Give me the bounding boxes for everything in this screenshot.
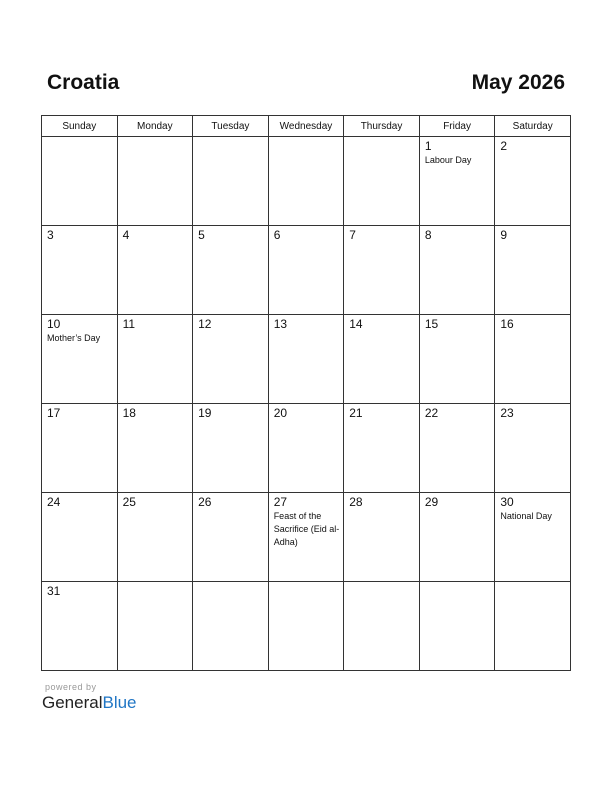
- day-cell: [344, 315, 420, 404]
- weekday-monday: Monday: [117, 116, 193, 137]
- holiday-label: [118, 331, 193, 332]
- day-cell: [42, 315, 118, 404]
- day-cell: [193, 315, 269, 404]
- holiday-label: [344, 331, 419, 332]
- holiday-label: [344, 139, 419, 140]
- day-number: 13: [273, 317, 288, 331]
- day-cell: [419, 493, 495, 582]
- week-row: [42, 404, 571, 493]
- brand-name-blue: Blue: [102, 693, 137, 712]
- day-cell: [193, 404, 269, 493]
- day-number: 17: [47, 406, 61, 420]
- day-number: 29: [424, 495, 439, 509]
- day-cell: [419, 315, 495, 404]
- weekday-friday: Friday: [419, 116, 495, 137]
- day-cell: [268, 404, 344, 493]
- day-number: 21: [349, 406, 363, 420]
- day-number: 8: [424, 228, 432, 242]
- weekday-wednesday: Wednesday: [268, 116, 344, 137]
- day-number: 3: [47, 228, 54, 242]
- day-cell: [193, 226, 269, 315]
- day-cell: [42, 493, 118, 582]
- holiday-label: [420, 509, 495, 510]
- weekday-saturday: Saturday: [495, 116, 571, 137]
- day-cell: [42, 404, 118, 493]
- day-cell: [495, 137, 571, 226]
- day-cell: [268, 315, 344, 404]
- holiday-label: [495, 242, 570, 243]
- day-number: 14: [349, 317, 363, 331]
- day-number: 19: [198, 406, 212, 420]
- brand-logo: [42, 693, 137, 713]
- day-number: 27: [273, 495, 288, 509]
- holiday-label: [193, 584, 268, 585]
- week-row: [42, 137, 571, 226]
- day-cell: [268, 582, 344, 671]
- brand-name-general: General: [42, 693, 103, 712]
- weekday-header-row: [42, 116, 571, 137]
- day-number: 22: [424, 406, 439, 420]
- powered-by-text: powered by: [45, 682, 97, 692]
- day-number: 28: [349, 495, 363, 509]
- holiday-label: [118, 242, 193, 243]
- holiday-label: [118, 509, 193, 510]
- holiday-label: [42, 509, 117, 510]
- day-cell: [117, 315, 193, 404]
- holiday-label: [42, 242, 117, 243]
- holiday-label: [118, 584, 193, 585]
- day-cell: [495, 404, 571, 493]
- day-number: 11: [122, 317, 136, 331]
- holiday-label: [193, 331, 268, 332]
- day-number: 15: [424, 317, 439, 331]
- month-year-title: May 2026: [471, 71, 565, 94]
- holiday-label: [420, 420, 495, 421]
- week-row: [42, 226, 571, 315]
- day-number: 30: [500, 495, 514, 509]
- day-number: 7: [349, 228, 356, 242]
- holiday-label: [42, 139, 117, 140]
- day-number: 23: [500, 406, 514, 420]
- holiday-label: [42, 598, 117, 599]
- holiday-label: [269, 242, 344, 243]
- day-cell: [193, 582, 269, 671]
- day-number: 12: [198, 317, 212, 331]
- holiday-label: [495, 331, 570, 332]
- day-cell: [42, 226, 118, 315]
- holiday-label: [118, 139, 193, 140]
- day-number: 25: [122, 495, 136, 509]
- holiday-label: [269, 584, 344, 585]
- day-cell: [344, 582, 420, 671]
- country-title: Croatia: [47, 71, 120, 94]
- holiday-label: [344, 509, 419, 510]
- day-cell: [344, 137, 420, 226]
- day-cell: [495, 493, 571, 582]
- holiday-label: [420, 584, 495, 585]
- day-cell: [344, 404, 420, 493]
- day-cell: [193, 493, 269, 582]
- holiday-label: [344, 420, 419, 421]
- holiday-label: Mother’s Day: [47, 333, 101, 343]
- holiday-label: [344, 242, 419, 243]
- holiday-label: [420, 242, 495, 243]
- calendar-grid: [41, 115, 571, 671]
- holiday-label: [495, 153, 570, 154]
- day-number: 2: [500, 139, 508, 153]
- day-cell: [419, 404, 495, 493]
- holiday-label: National Day: [500, 511, 552, 521]
- day-number: 1: [424, 139, 432, 153]
- holiday-label: [269, 331, 344, 332]
- day-cell: [117, 226, 193, 315]
- holiday-label: [495, 584, 570, 585]
- day-cell: [344, 226, 420, 315]
- day-cell: [193, 137, 269, 226]
- holiday-label: Labour Day: [424, 155, 472, 165]
- day-number: 4: [122, 228, 130, 242]
- weekday-sunday: Sunday: [42, 116, 118, 137]
- holiday-label: [420, 331, 495, 332]
- day-cell: [268, 137, 344, 226]
- day-cell: [419, 582, 495, 671]
- day-cell: [42, 582, 118, 671]
- day-cell: [117, 582, 193, 671]
- week-row: [42, 315, 571, 404]
- holiday-label: Feast of the Sacrifice (Eid al-Adha): [273, 511, 340, 547]
- day-number: 26: [198, 495, 212, 509]
- holiday-label: [193, 420, 268, 421]
- day-cell: [419, 226, 495, 315]
- holiday-label: [344, 584, 419, 585]
- day-cell: [117, 137, 193, 226]
- holiday-label: [193, 242, 268, 243]
- day-cell: [42, 137, 118, 226]
- holiday-label: [269, 420, 344, 421]
- holiday-label: [495, 420, 570, 421]
- day-number: 10: [47, 317, 61, 331]
- holiday-label: [269, 139, 344, 140]
- weekday-tuesday: Tuesday: [193, 116, 269, 137]
- day-cell: [117, 493, 193, 582]
- day-cell: [495, 226, 571, 315]
- week-row: [42, 493, 571, 582]
- holiday-label: [118, 420, 193, 421]
- day-number: 9: [500, 228, 508, 242]
- day-cell: [495, 315, 571, 404]
- day-number: 20: [273, 406, 288, 420]
- day-number: 5: [198, 228, 205, 242]
- holiday-label: [42, 420, 117, 421]
- day-number: 18: [122, 406, 136, 420]
- day-cell: [268, 226, 344, 315]
- weekday-thursday: Thursday: [344, 116, 420, 137]
- day-number: 16: [500, 317, 514, 331]
- day-cell: [344, 493, 420, 582]
- day-number: 6: [273, 228, 281, 242]
- day-cell: [117, 404, 193, 493]
- week-row: [42, 582, 571, 671]
- day-number: 24: [47, 495, 61, 509]
- holiday-label: [193, 509, 268, 510]
- day-cell: [268, 493, 344, 582]
- day-cell: [495, 582, 571, 671]
- day-cell: [419, 137, 495, 226]
- holiday-label: [193, 139, 268, 140]
- day-number: 31: [47, 584, 61, 598]
